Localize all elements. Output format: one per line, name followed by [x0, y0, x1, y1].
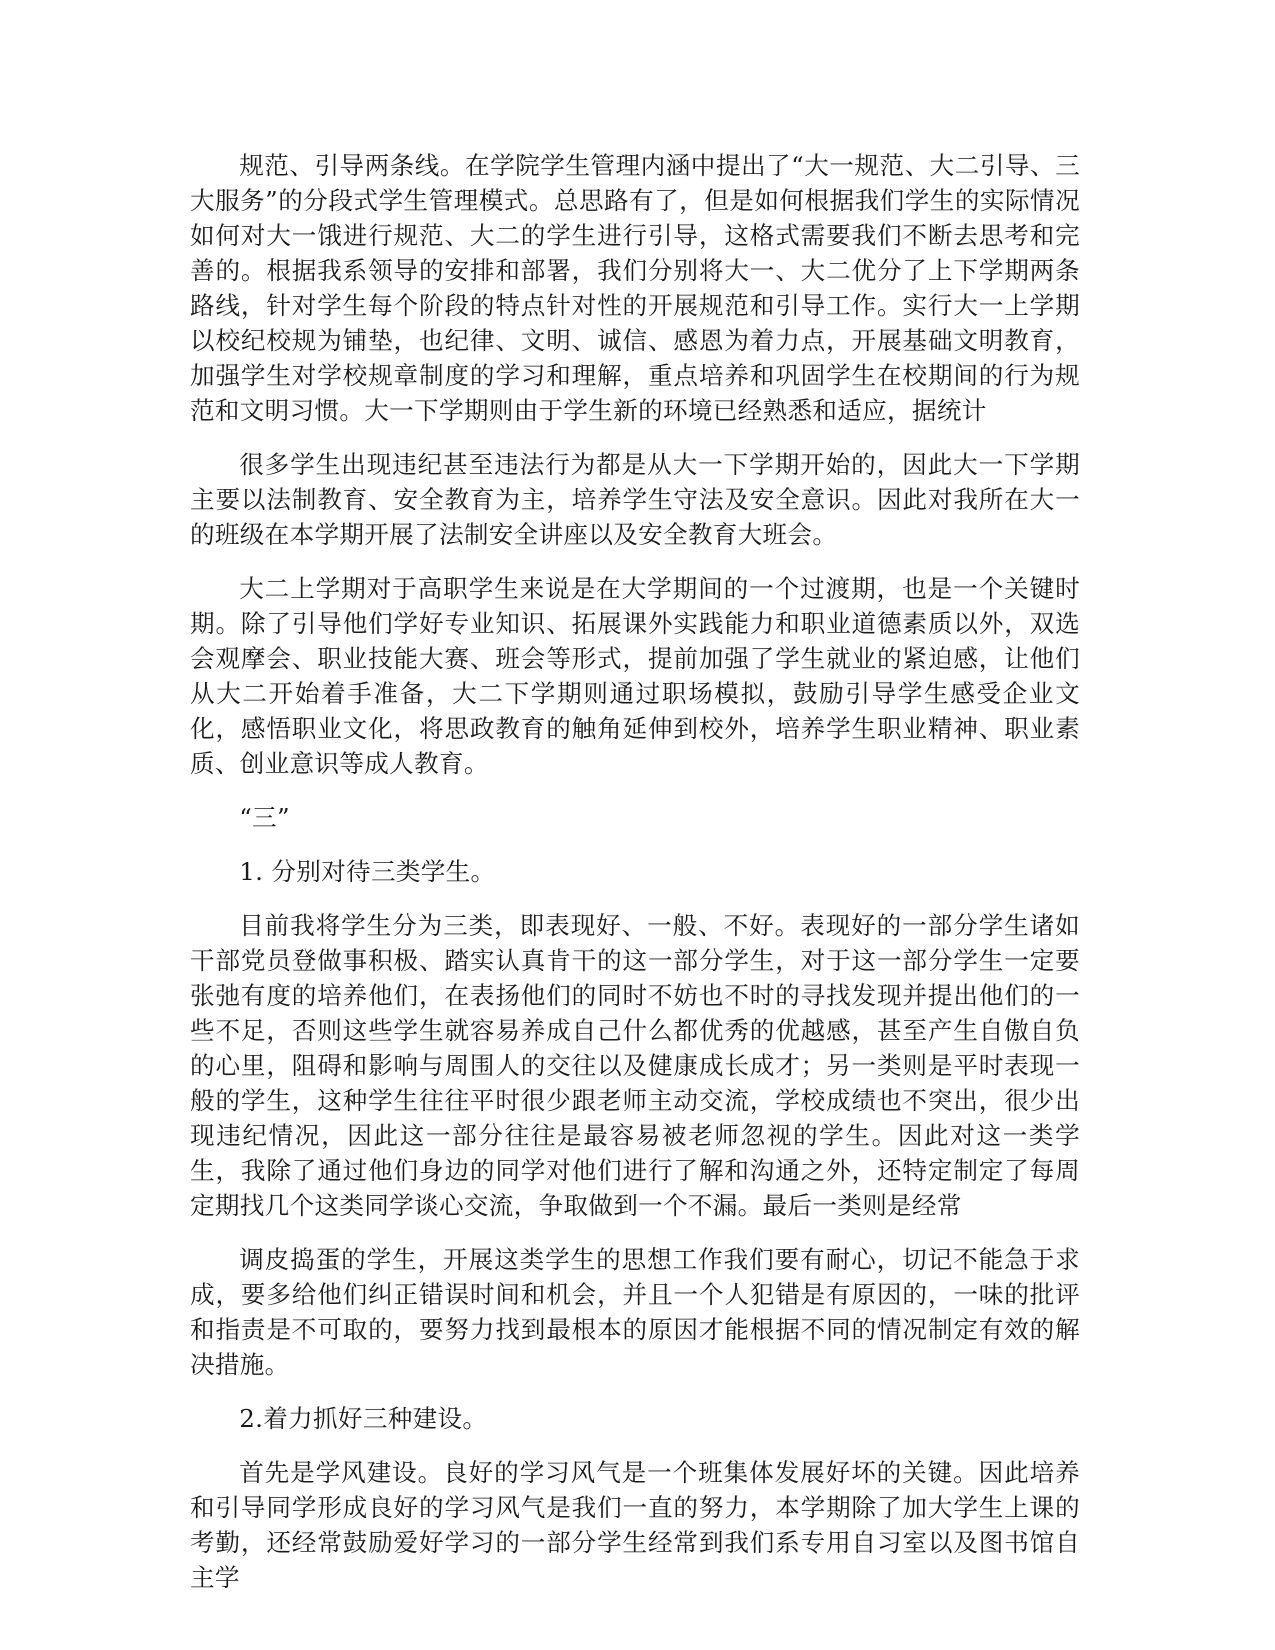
paragraph-sophomore-guidance: 大二上学期对于高职学生来说是在大学期间的一个过渡期，也是一个关键时期。除了引导他们学好专业知识、拓展课外实践能力和职业道德素质以外，双选会观摩会、职业技能大赛、班会等形式，提前加强了学生就业的紧迫感，让他们从大二开始着手准备，大二下学期则通过职场模拟，鼓励引导学生感受企业文化，感悟职业文化，将思政教育的触角延伸到校外，培养学生职业精神、职业素质、创业意识等成人教育。 [190, 574, 1080, 778]
section-heading-three: “三” [239, 803, 290, 832]
paragraph-student-categories: 目前我将学生分为三类，即表现好、一般、不好。表现好的一部分学生诸如干部党员登做事积极、踏实认真肯干的这一部分学生，对于这一部分学生一定要张弛有度的培养他们，在表扬他们的同时不妨也不时的寻找发现并提出他们的一些不足，否则这些学生就容易养成自己什么都优秀的优越感，甚至产生自傲自负的心里，阻碍和影响与周围人的交往以及健康成长成才；另一类则是平时表现一般的学生，这种学生往往平时很少跟老师主动交流，学校成绩也不突出，很少出现违纪情况，因此这一部分往往是最容易被老师忽视的学生。因此对这一类学生，我除了通过他们身边的同学对他们进行了解和沟通之外，还特定制定了每周定期找几个这类同学谈心交流，争取做到一个不漏。最后一类则是经常 [190, 911, 1080, 1220]
paragraph-management-model: 规范、引导两条线。在学院学生管理内涵中提出了“大一规范、大二引导、三大服务”的分段式学生管理模式。总思路有了，但是如何根据我们学生的实际情况如何对大一饿进行规范、大二的学生进行引导，这格式需要我们不断去思考和完善的。根据我系领导的安排和部署，我们分别将大一、大二优分了上下学期两条路线，针对学生每个阶段的特点针对性的开展规范和引导工作。实行大一上学期以校纪校规为铺垫，也纪律、文明、诚信、感恩为着力点，开展基础文明教育，加强学生对学校规章制度的学习和理解，重点培养和巩固学生在校期间的行为规范和文明习惯。大一下学期则由于学生新的环境已经熟悉和适应，据统计 [190, 151, 1080, 425]
document-body [190, 148, 1080, 1614]
subheading-three-constructions: 2.着力抓好三种建设。 [239, 1404, 488, 1433]
paragraph-study-style: 首先是学风建设。良好的学习风气是一个班集体发展好坏的关键。因此培养和引导同学形成良好的学习风气是我们一直的努力，本学期除了加大学生上课的考勤，还经常鼓励爱好学习的一部分学生经常到我们系专用自习室以及图书馆自主学 [190, 1458, 1080, 1592]
subheading-three-student-types: 1. 分别对待三类学生。 [239, 857, 496, 886]
paragraph-freshman-second-term: 很多学生出现违纪甚至违法行为都是从大一下学期开始的，因此大一下学期主要以法制教育、安全教育为主，培养学生守法及安全意识。因此对我所在大一的班级在本学期开展了法制安全讲座以及安全教育大班会。 [190, 450, 1080, 549]
paragraph-mischievous-students: 调皮捣蛋的学生，开展这类学生的思想工作我们要有耐心，切记不能急于求成，要多给他们纠正错误时间和机会，并且一个人犯错是有原因的，一味的批评和指责是不可取的，要努力找到最根本的原因才能根据不同的情况制定有效的解决措施。 [190, 1245, 1080, 1379]
